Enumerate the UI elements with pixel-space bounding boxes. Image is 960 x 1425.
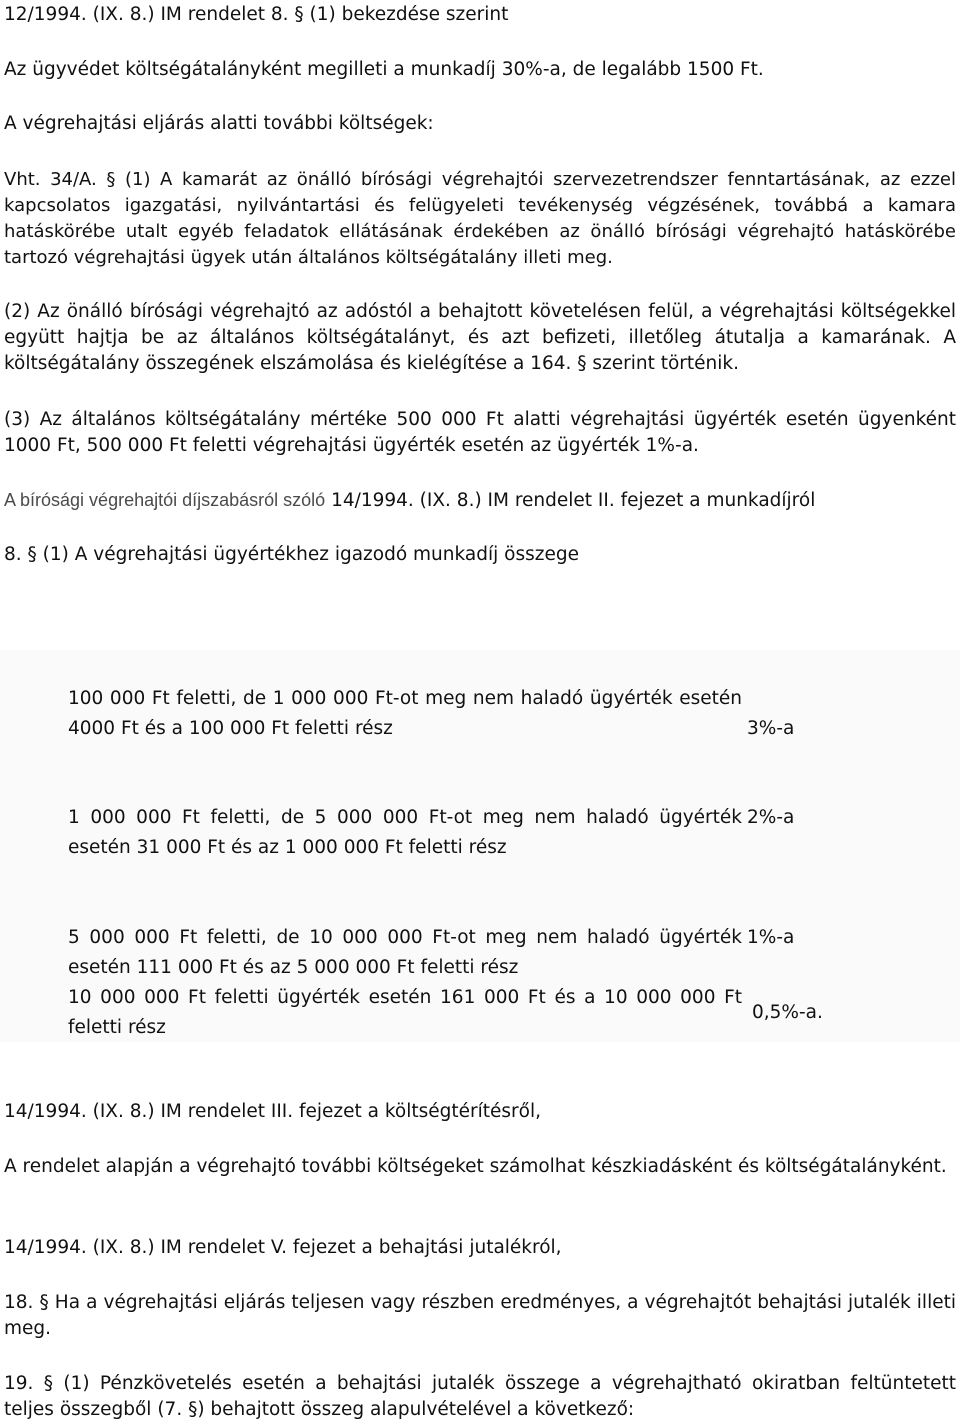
chapter-3-heading: 14/1994. (IX. 8.) IM rendelet III. fejezet a költségtérítésről, — [4, 1101, 541, 1122]
decree-heading-reference: 14/1994. (IX. 8.) IM rendelet II. fejezet a munkadíjról — [325, 490, 816, 511]
section-8-heading: 8. § (1) A végrehajtási ügyértékhez igazodó munkadíj összege — [4, 544, 579, 565]
chapter-3-text: A rendelet alapján a végrehajtó további költségeket számolhat készkiadásként és költségátalányként. — [4, 1156, 947, 1177]
section-18-paragraph: 18. § Ha a végrehajtási eljárás teljesen vagy részben eredményes, a végrehajtót behajtási jutalék illeti meg. — [4, 1292, 956, 1339]
fee-row-description: 5 000 000 Ft feletti, de 10 000 000 Ft-ot meg nem haladó ügyérték esetén 111 000 Ft és az 5 000 000 Ft feletti rész — [68, 927, 742, 978]
fee-row-description: 1 000 000 Ft feletti, de 5 000 000 Ft-ot meg nem haladó ügyérték esetén 31 000 Ft és az 1 000 000 Ft feletti rész — [68, 807, 742, 858]
fee-row-rate: 3%-a — [747, 718, 795, 739]
vht-paragraph-1: Vht. 34/A. § (1) A kamarát az önálló bírósági végrehajtói szervezetrendszer fenntartásának, az ezzel kapcsolatos igazgatási, nyilvántartási és felügyeleti tevékenység végzésének, továbbá a kamara hatáskörébe utalt egyéb feladatok ellátásának érdekében az önálló bírósági végrehajtó hatáskörébe tartozó végrehajtási ügyek után általános költségátalány illeti meg. — [4, 169, 956, 268]
chapter-5-heading: 14/1994. (IX. 8.) IM rendelet V. fejezet a behajtási jutalékról, — [4, 1237, 562, 1258]
fee-row-rate: 1%-a — [747, 927, 795, 948]
decree-heading — [4, 487, 815, 514]
decree-reference-line: 12/1994. (IX. 8.) IM rendelet 8. § (1) bekezdése szerint — [4, 4, 509, 25]
further-costs-line: A végrehajtási eljárás alatti további költségek: — [4, 113, 434, 134]
lawyer-fee-line: Az ügyvédet költségátalányként megilleti a munkadíj 30%-a, de legalább 1500 Ft. — [4, 59, 764, 80]
section-19-paragraph: 19. § (1) Pénzkövetelés esetén a behajtási jutalék összege a végrehajtható okiratban feltüntetett teljes összegből (7. §) behajtott összeg alapulvételével a következő: — [4, 1373, 956, 1420]
decree-heading-title: A bírósági végrehajtói díjszabásról szóló — [4, 490, 326, 510]
fee-row-rate: 2%-a — [747, 807, 795, 828]
fee-row-description: 10 000 000 Ft feletti ügyérték esetén 161 000 Ft és a 10 000 000 Ft feletti rész — [68, 987, 742, 1038]
vht-paragraph-2: (2) Az önálló bírósági végrehajtó az adóstól a behajtott követelésen felül, a végrehajtási költségekkel együtt hajtja be az általános költségátalányt, és azt befizeti, illetőleg átutalja a kamarának. A költségátalány összegének elszámolása és kielégítése a 164. § szerint történik. — [4, 301, 956, 374]
fee-table — [0, 650, 960, 1042]
vht-paragraph-3: (3) Az általános költségátalány mértéke 500 000 Ft alatti végrehajtási ügyérték esetén ügyenként 1000 Ft, 500 000 Ft feletti végrehajtási ügyérték esetén az ügyérték 1%-a. — [4, 409, 956, 456]
fee-row-rate: 0,5%-a. — [752, 1002, 823, 1023]
fee-row-description: 100 000 Ft feletti, de 1 000 000 Ft-ot meg nem haladó ügyérték esetén 4000 Ft és a 100 000 Ft feletti rész — [68, 688, 742, 739]
